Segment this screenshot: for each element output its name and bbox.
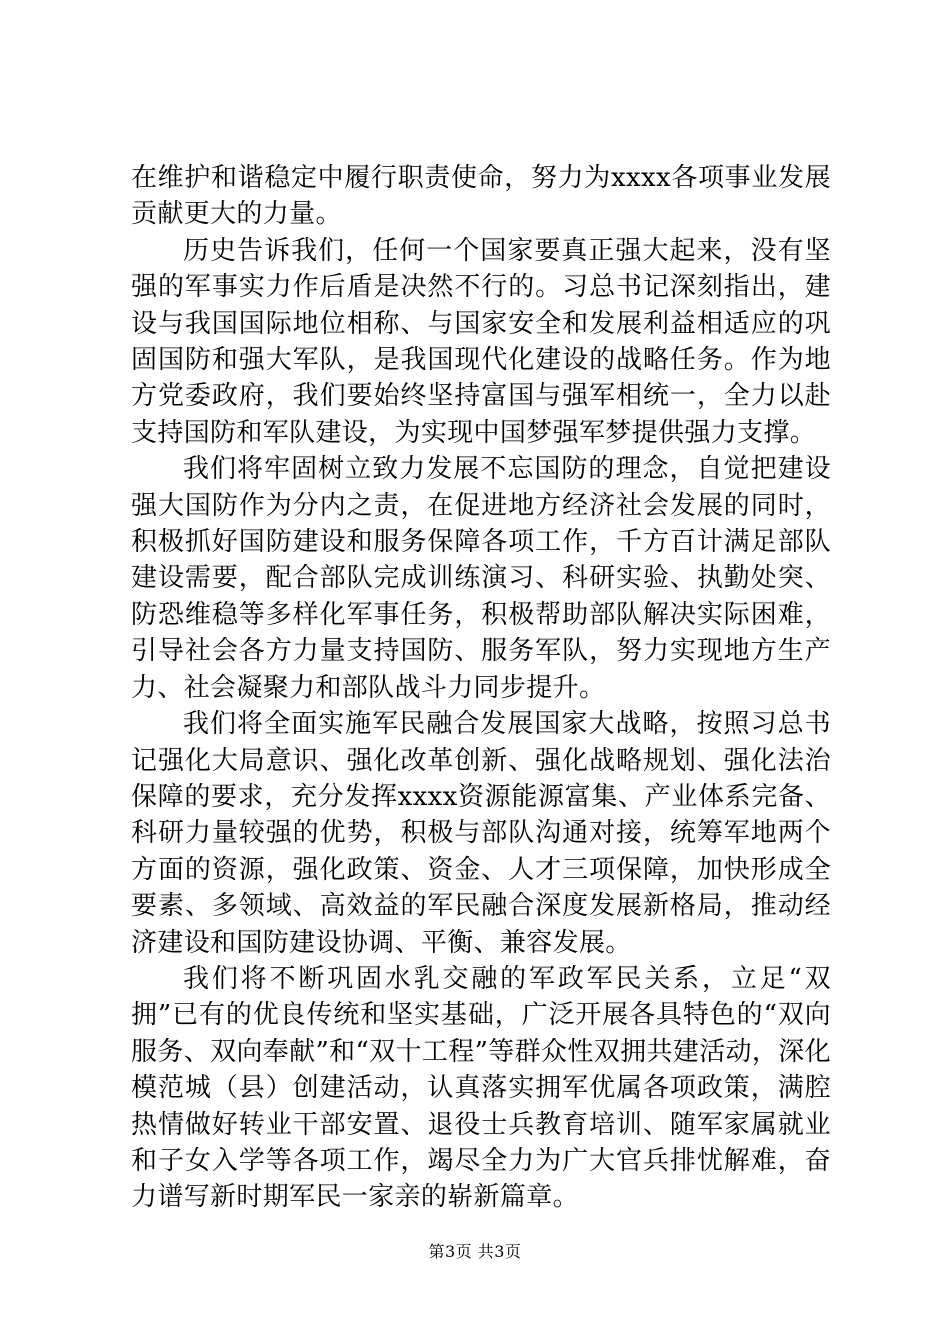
paragraph-military-civilian-relations: 我们将不断巩固水乳交融的军政军民关系，立足“双拥”已有的优良传统和坚实基础，广泛开展各具特色的“双向服务、双向奉献”和“双十工程”等群众性双拥共建活动，深化模范城（县）创建活动，认真落实拥军优属各项政策，满腔热情做好转业干部安置、退役士兵教育培训、随军家属就业和子女入学等各项工作，竭尽全力为广大官兵排忧解难，奋力谱写新时期军民一家亲的崭新篇章。 [131,963,831,1213]
page-footer: 第3页 共3页 [428,1242,522,1261]
paragraph-continuation: 在维护和谐稳定中履行职责使命，努力为xxxx各项事业发展贡献更大的力量。 [131,163,831,230]
document-body [131,160,831,1216]
paragraph-civil-military-integration: 我们将全面实施军民融合发展国家大战略，按照习总书记强化大局意识、强化改革创新、强化战略规划、强化法治保障的要求，充分发挥xxxx资源能源富集、产业体系完备、科研力量较强的优势，积极与部队沟通对接，统筹军地两个方面的资源，强化政策、资金、人才三项保障，加快形成全要素、多领域、高效益的军民融合深度发展新格局，推动经济建设和国防建设协调、平衡、兼容发展。 [131,709,831,958]
paragraph-national-defense: 我们将牢固树立致力发展不忘国防的理念，自觉把建设强大国防作为分内之责，在促进地方经济社会发展的同时，积极抓好国防建设和服务保障各项工作，千方百计满足部队建设需要，配合部队完成训练演习、科研实验、执勤处突、防恐维稳等多样化军事任务，积极帮助部队解决实际困难，引导社会各方力量支持国防、服务军队，努力实现地方生产力、社会凝聚力和部队战斗力同步提升。 [131,454,831,703]
paragraph-history: 历史告诉我们，任何一个国家要真正强大起来，没有坚强的军事实力作后盾是决然不行的。习总书记深刻指出，建设与我国国际地位相称、与国家安全和发展利益相适应的巩固国防和强大军队，是我国现代化建设的战略任务。作为地方党委政府，我们要始终坚持富国与强军相统一，全力以赴支持国防和军队建设，为实现中国梦强军梦提供强力支撑。 [131,235,831,448]
